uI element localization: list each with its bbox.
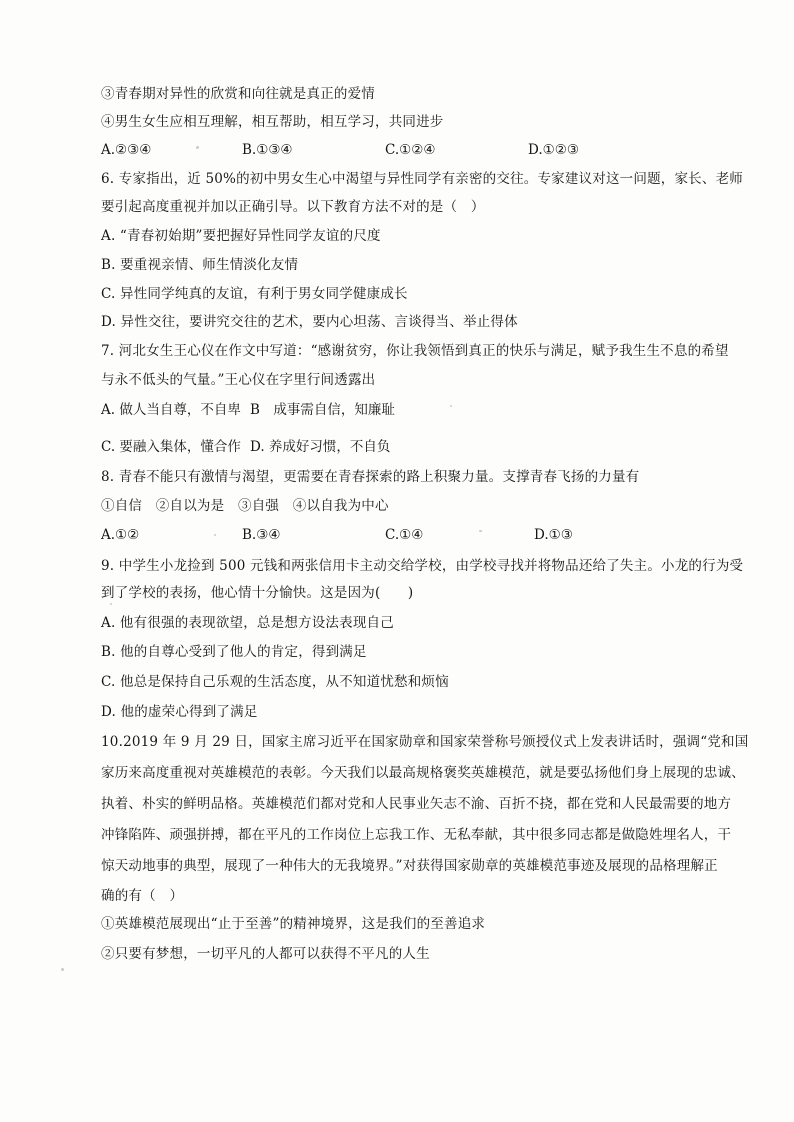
q10-item-2: ②只要有梦想，一切平凡的人都可以获得不平凡的人生 [101, 946, 430, 962]
q6-stem-line-1: 6. 专家指出，近 50%的初中男女生心中渴望与异性同学有亲密的交往。专家建议对这一问题，家长、老师 [101, 171, 743, 187]
q9-stem-line-2: 到了学校的表扬，他心情十分愉快。这是因为( ) [101, 585, 414, 601]
scan-speck [196, 146, 199, 149]
q7-option-c: C. 要融入集体，懂合作 [101, 439, 241, 455]
q9-stem-line-1: 9. 中学生小龙捡到 500 元钱和两张信用卡主动交给学校，由学校寻找并将物品还给了失主。小龙的行为受 [101, 558, 744, 574]
q5-option-c: C.①②④ [385, 142, 436, 158]
q8-items: ①自信 ②自以为是 ③自强 ④以自我为中心 [101, 498, 389, 514]
q7-option-b: B 成事需自信，知廉耻 [250, 402, 395, 418]
q10-stem-line-6: 确的有（ ） [101, 888, 184, 904]
q8-option-a: A.①② [101, 527, 140, 543]
q9-option-c: C. 他总是保持自己乐观的生活态度，从不知道忧愁和烦恼 [101, 674, 449, 690]
q10-stem-line-5: 惊天动地事的典型，展现了一种伟大的无我境界。”对获得国家勋章的英雄模范事迹及展现的品格理解正 [101, 858, 718, 874]
q8-option-d: D.①③ [534, 527, 573, 543]
q9-option-d: D. 他的虚荣心得到了满足 [101, 704, 258, 720]
q7-option-d: D. 养成好习惯，不自负 [250, 439, 391, 455]
q10-stem-line-3: 执着、朴实的鲜明品格。英雄模范们都对党和人民事业矢志不渝、百折不挠，都在党和人民最需要的地方 [101, 796, 732, 812]
scan-speck [110, 603, 112, 605]
q6-option-d: D. 异性交往，要讲究交往的艺术，要内心坦荡、言谈得当、举止得体 [101, 314, 518, 330]
scan-speck [450, 405, 452, 407]
scan-speck [214, 534, 216, 536]
q5-option-b: B.①③④ [242, 142, 293, 158]
q9-option-a: A. 他有很强的表现欲望，总是想方设法表现自己 [101, 615, 394, 631]
q10-stem-line-1: 10.2019 年 9 月 29 日，国家主席习近平在国家勋章和国家荣誉称号颁授仪式上发表讲话时，强调“党和国 [101, 734, 749, 750]
q6-option-c: C. 异性同学纯真的友谊，有利于男女同学健康成长 [101, 286, 408, 302]
q6-option-b: B. 要重视亲情、师生情淡化友情 [101, 257, 299, 273]
q8-option-b: B.③④ [242, 527, 281, 543]
scan-speck [479, 530, 482, 532]
q7-option-a: A. 做人当自尊，不自卑 [101, 402, 241, 418]
q5-option-d: D.①②③ [528, 142, 579, 158]
q5-option-a: A.②③④ [101, 142, 152, 158]
q6-stem-line-2: 要引起高度重视并加以正确引导。以下教育方法不对的是（ ） [101, 199, 485, 215]
q8-stem: 8. 青春不能只有激情与渴望，更需要在青春探索的路上积聚力量。支撑青春飞扬的力量有 [101, 469, 640, 485]
scan-speck [61, 968, 64, 971]
q10-item-1: ①英雄模范展现出“止于至善”的精神境界，这是我们的至善追求 [101, 916, 486, 932]
q7-stem-line-2: 与永不低头的气量。”王心仪在字里行间透露出 [101, 372, 376, 388]
q9-option-b: B. 他的自尊心受到了他人的肯定，得到满足 [101, 644, 367, 660]
q10-stem-line-4: 冲锋陷阵、顽强拼搏，都在平凡的工作岗位上忘我工作、无私奉献，其中很多同志都是做隐姓埋名人，干 [101, 827, 732, 843]
q7-stem-line-1: 7. 河北女生王心仪在作文中写道：“感谢贫穷，你让我领悟到真正的快乐与满足，赋予我生生不息的希望 [101, 343, 729, 359]
q5-item-4: ④男生女生应相互理解，相互帮助，相互学习，共同进步 [101, 114, 444, 130]
q6-option-a: A. “青春初始期”要把握好异性同学友谊的尺度 [101, 228, 381, 244]
q8-option-c: C.①④ [385, 527, 424, 543]
q10-stem-line-2: 家历来高度重视对英雄模范的表彰。今天我们以最高规格褒奖英雄模范，就是要弘扬他们身上展现的忠诚、 [101, 765, 745, 781]
q5-item-3: ③青春期对异性的欣赏和向往就是真正的爱情 [101, 86, 375, 102]
